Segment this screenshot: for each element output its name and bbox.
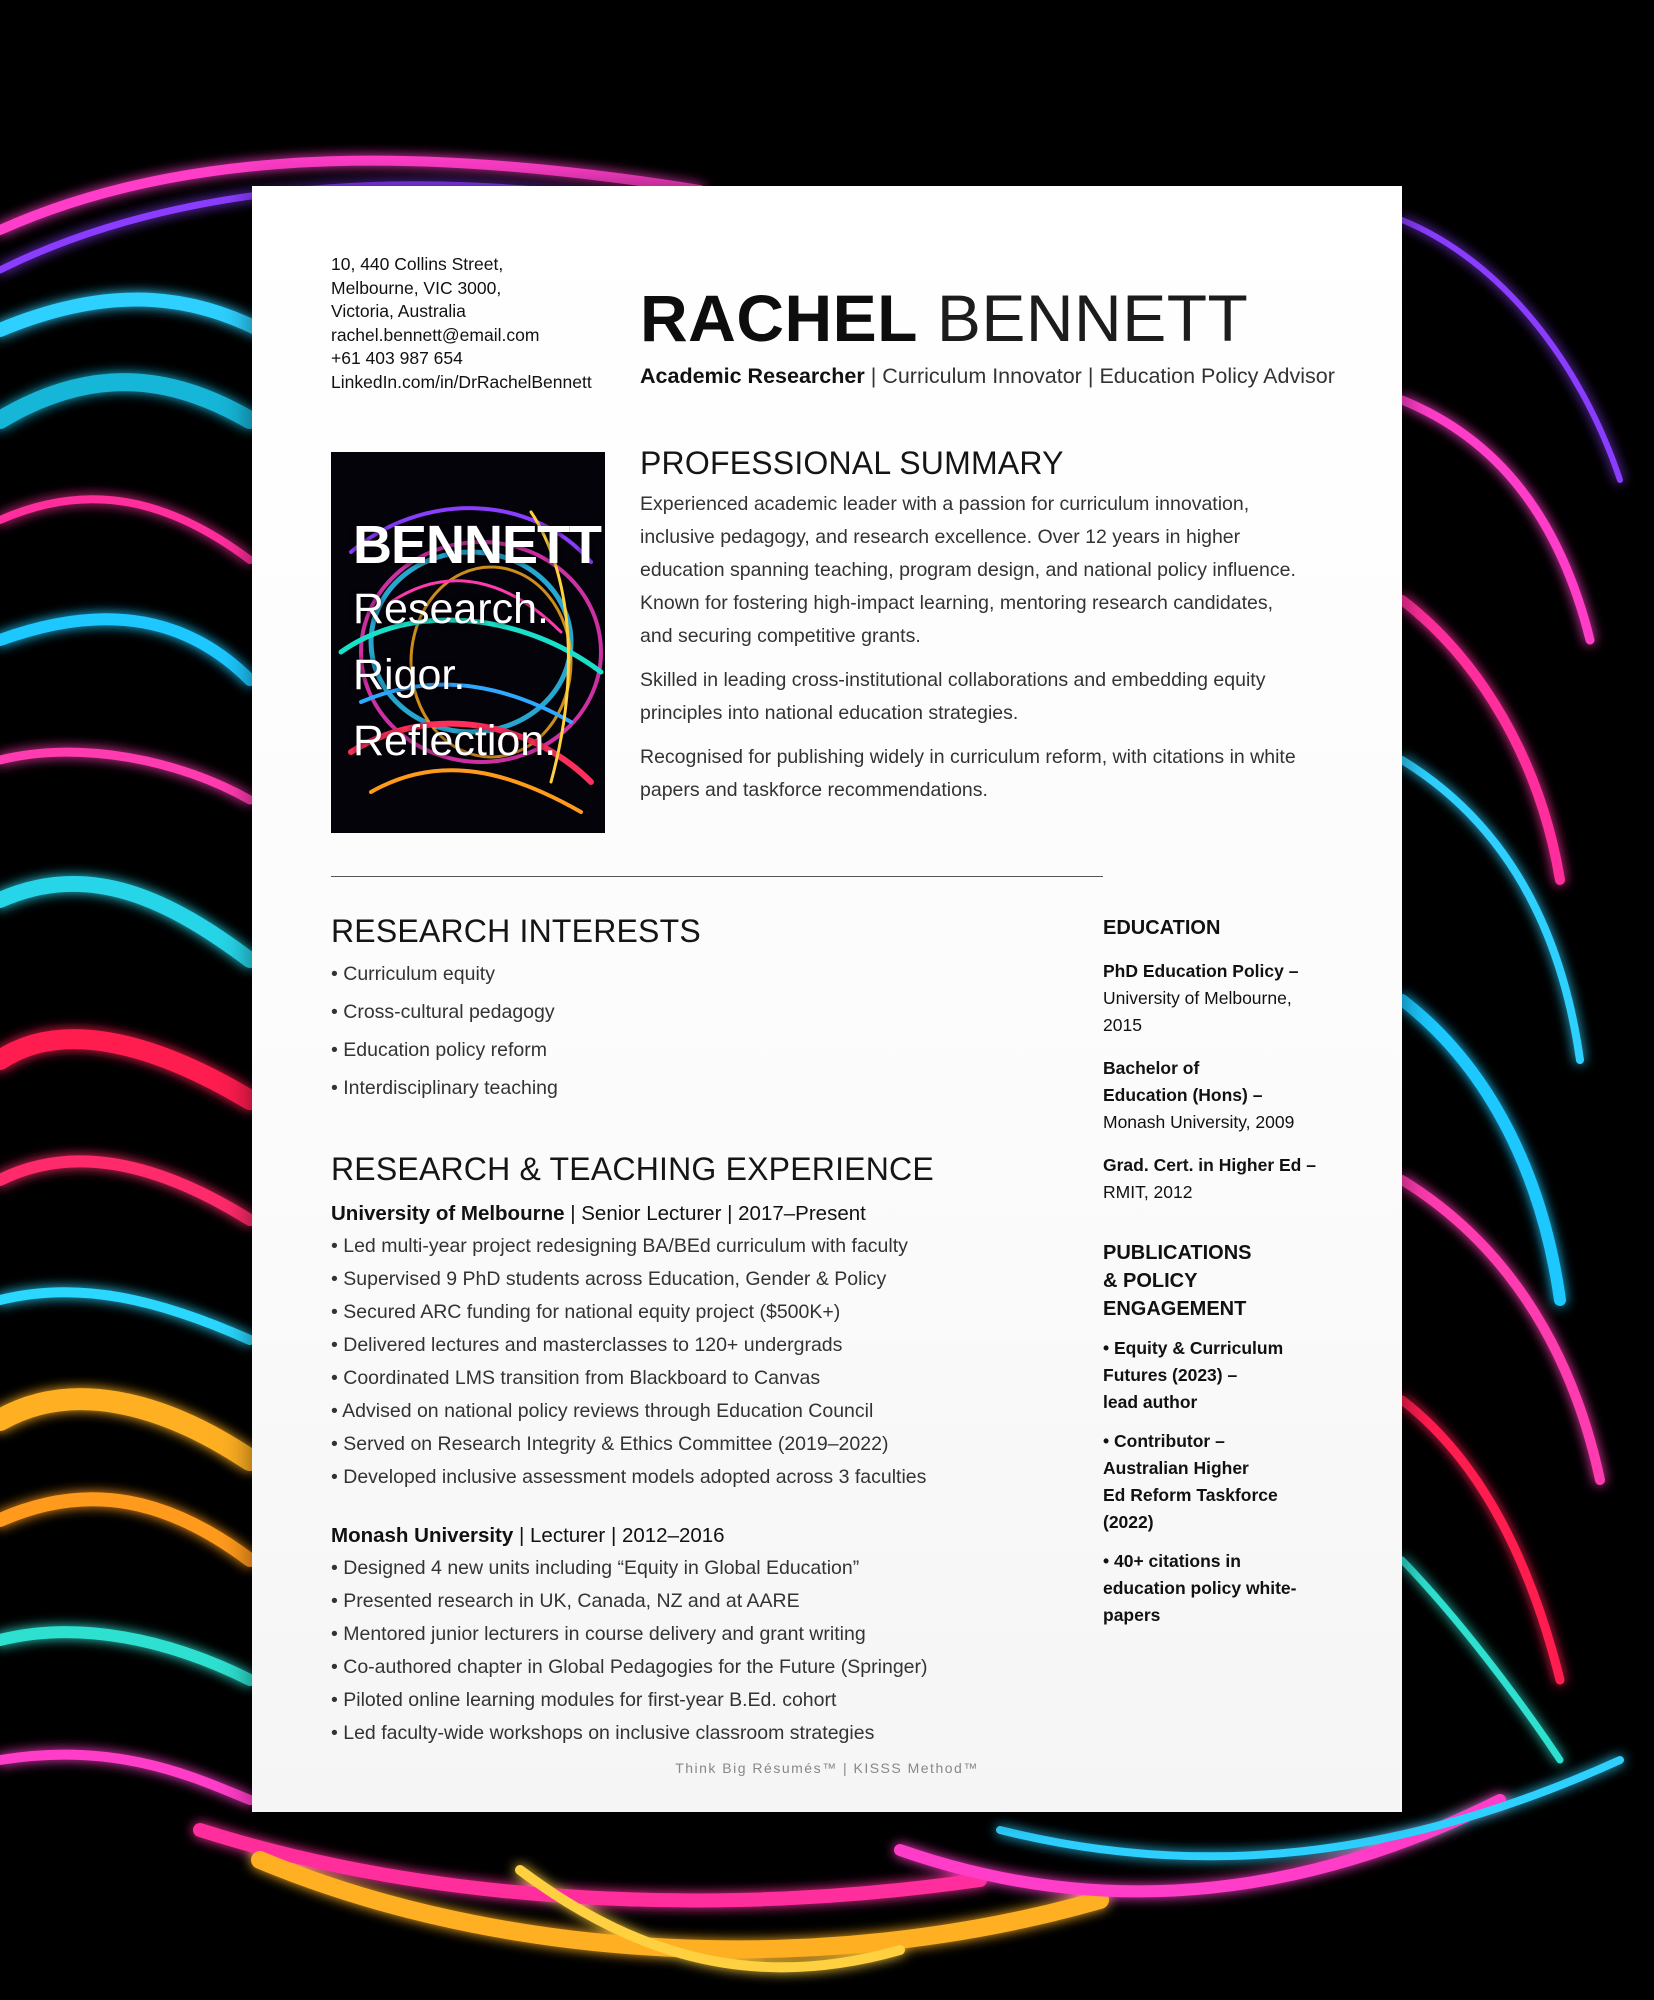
publication-line: papers xyxy=(1103,1605,1161,1625)
tagline-separator: | xyxy=(1087,364,1094,388)
school-year: 2015 xyxy=(1103,1015,1142,1035)
job-heading xyxy=(331,1198,926,1230)
address-line-3: Victoria, Australia xyxy=(331,301,466,321)
tagline xyxy=(640,364,1335,389)
summary-body xyxy=(640,488,1300,818)
education-item xyxy=(1103,1055,1343,1136)
list-item: • Interdisciplinary teaching xyxy=(331,1077,558,1099)
list-item: • Advised on national policy reviews through Education Council xyxy=(331,1400,874,1422)
linkedin-text: LinkedIn.com/in/DrRachelBennett xyxy=(331,371,592,392)
publication-line: • Equity & Curriculum xyxy=(1103,1338,1284,1358)
branding-text xyxy=(353,514,601,774)
research-interests-title: RESEARCH INTERESTS xyxy=(331,913,701,949)
branding-image xyxy=(331,452,605,833)
address-line-1: 10, 440 Collins Street, xyxy=(331,254,504,274)
address-line-2: Melbourne, VIC 3000, xyxy=(331,277,502,298)
publications-title-line: PUBLICATIONS xyxy=(1103,1242,1252,1264)
job-dates: 2012–2016 xyxy=(621,1524,725,1547)
list-item: • Served on Research Integrity & Ethics Committee (2019–2022) xyxy=(331,1433,889,1455)
branding-line-1: Research. xyxy=(353,585,549,633)
degree: PhD Education Policy – xyxy=(1103,961,1299,981)
list-item: • Delivered lectures and masterclasses to 120+ undergrads xyxy=(331,1334,843,1356)
research-interests-list xyxy=(331,955,558,1107)
section-divider xyxy=(331,876,1103,877)
publication-line: Australian Higher xyxy=(1103,1458,1249,1478)
school: RMIT, 2012 xyxy=(1103,1182,1193,1202)
publication-line: • 40+ citations in xyxy=(1103,1551,1241,1571)
publication-item xyxy=(1103,1428,1343,1536)
education-title: EDUCATION xyxy=(1103,917,1221,939)
job-dates: 2017–Present xyxy=(738,1202,866,1225)
education-section xyxy=(1103,914,1343,1206)
branding-title: BENNETT xyxy=(353,515,601,575)
publication-line: (2022) xyxy=(1103,1512,1154,1532)
publications-title-line: & POLICY xyxy=(1103,1270,1198,1292)
summary-paragraph-2: Skilled in leading cross-institutional collaborations and embedding equity principles into national education strategies. xyxy=(640,669,1266,724)
summary-title: PROFESSIONAL SUMMARY xyxy=(640,445,1064,481)
list-item: • Coordinated LMS transition from Blackboard to Canvas xyxy=(331,1367,821,1389)
education-item xyxy=(1103,1152,1343,1206)
list-item: • Education policy reform xyxy=(331,1039,548,1061)
last-name: BENNETT xyxy=(936,281,1249,355)
degree: Grad. Cert. in Higher Ed – xyxy=(1103,1155,1316,1175)
school: Monash University, 2009 xyxy=(1103,1112,1295,1132)
tagline-separator: | xyxy=(870,364,877,388)
degree: Bachelor of xyxy=(1103,1058,1200,1078)
experience-title: RESEARCH & TEACHING EXPERIENCE xyxy=(331,1151,934,1187)
job-separator: | xyxy=(518,1524,525,1547)
publication-line: • Contributor – xyxy=(1103,1431,1225,1451)
education-item xyxy=(1103,958,1343,1039)
candidate-name xyxy=(640,278,1248,358)
job-separator: | xyxy=(610,1524,617,1547)
publications-section xyxy=(1103,1239,1343,1629)
list-item: • Co-authored chapter in Global Pedagogies for the Future (Springer) xyxy=(331,1656,928,1678)
list-item: • Mentored junior lecturers in course delivery and grant writing xyxy=(331,1623,866,1645)
publication-item xyxy=(1103,1548,1343,1629)
publications-title-line: ENGAGEMENT xyxy=(1103,1298,1247,1320)
list-item: • Piloted online learning modules for first-year B.Ed. cohort xyxy=(331,1689,837,1711)
degree: Education (Hons) – xyxy=(1103,1085,1263,1105)
job-separator: | xyxy=(727,1202,733,1225)
job-organisation: Monash University xyxy=(331,1524,514,1547)
job-heading xyxy=(331,1520,928,1552)
contact-block xyxy=(331,253,621,394)
tagline-secondary: Curriculum Innovator xyxy=(882,364,1082,388)
publications-title xyxy=(1103,1239,1343,1323)
phone-text: +61 403 987 654 xyxy=(331,348,463,368)
publication-line: Futures (2023) – xyxy=(1103,1365,1238,1385)
job-organisation: University of Melbourne xyxy=(331,1202,565,1225)
job-monash-university xyxy=(331,1520,928,1750)
job-university-of-melbourne xyxy=(331,1198,926,1494)
summary-paragraph-1: Experienced academic leader with a passion for curriculum innovation, inclusive pedagogy, and research excellence. Over 12 years in higher education spanning teaching, program design, and national policy influence. Known for fostering high-impact learning, mentoring research candidates, and securing competitive grants. xyxy=(640,493,1296,647)
first-name: RACHEL xyxy=(640,281,918,355)
job-role: Lecturer xyxy=(530,1524,606,1547)
list-item: • Developed inclusive assessment models adopted across 3 faculties xyxy=(331,1466,927,1488)
job-separator: | xyxy=(570,1202,576,1225)
tagline-primary: Academic Researcher xyxy=(640,364,865,388)
list-item: • Led multi-year project redesigning BA/BEd curriculum with faculty xyxy=(331,1235,908,1257)
publication-line: lead author xyxy=(1103,1392,1198,1412)
branding-line-2: Rigor. xyxy=(353,651,466,699)
school: University of Melbourne, xyxy=(1103,988,1292,1008)
list-item: • Cross-cultural pedagogy xyxy=(331,1001,555,1023)
footer-credit: Think Big Résumés™ | KISSS Method™ xyxy=(675,1760,979,1776)
list-item: • Designed 4 new units including “Equity in Global Education” xyxy=(331,1557,860,1579)
tagline-tertiary: Education Policy Advisor xyxy=(1099,364,1335,388)
branding-line-3: Reflection. xyxy=(353,717,557,765)
summary-paragraph-3: Recognised for publishing widely in curriculum reform, with citations in white papers and taskforce recommendations. xyxy=(640,746,1296,801)
list-item: • Curriculum equity xyxy=(331,963,495,985)
publication-item xyxy=(1103,1335,1343,1416)
list-item: • Presented research in UK, Canada, NZ and at AARE xyxy=(331,1590,800,1612)
publication-line: education policy white- xyxy=(1103,1578,1297,1598)
list-item: • Led faculty-wide workshops on inclusive classroom strategies xyxy=(331,1722,875,1744)
resume-page xyxy=(252,186,1402,1812)
list-item: • Secured ARC funding for national equity project ($500K+) xyxy=(331,1301,841,1323)
list-item: • Supervised 9 PhD students across Education, Gender & Policy xyxy=(331,1268,887,1290)
publication-line: Ed Reform Taskforce xyxy=(1103,1485,1278,1505)
job-role: Senior Lecturer xyxy=(581,1202,722,1225)
email-text: rachel.bennett@email.com xyxy=(331,324,540,345)
